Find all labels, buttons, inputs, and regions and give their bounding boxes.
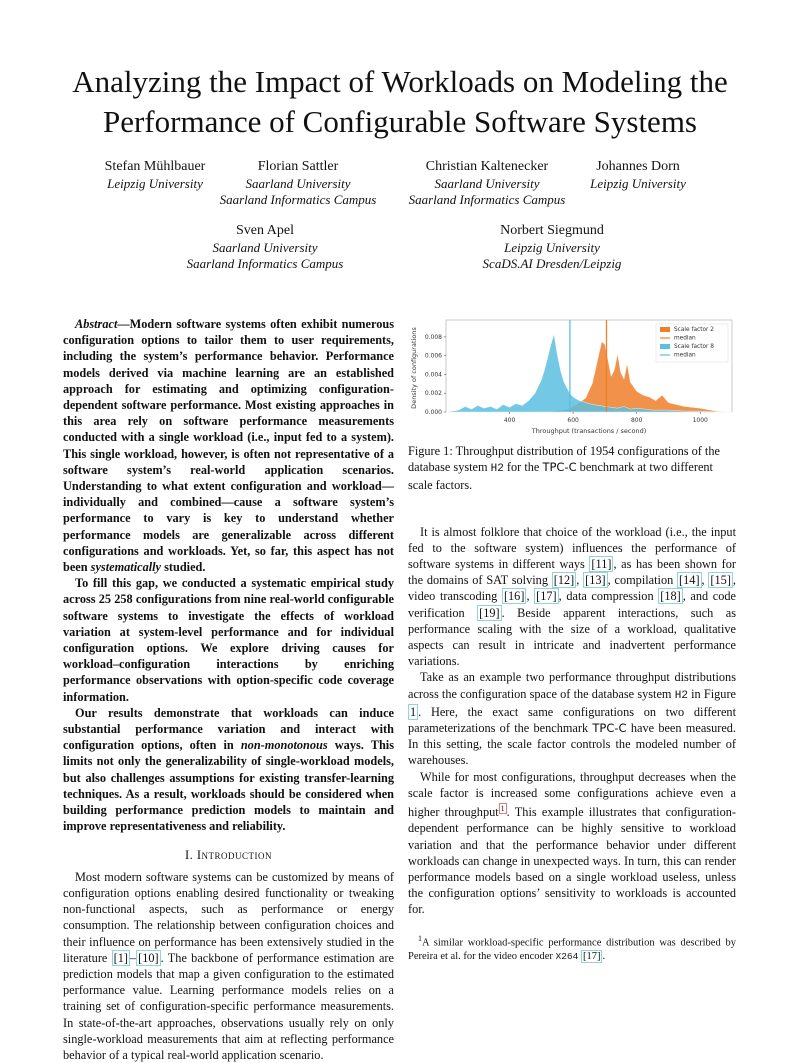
body-text: , data compression [558,589,659,604]
body-text: . Beside apparent interactions, such as performance scaling with the size of a workload, qualitative aspects can result in intricate and inadvertent performance variations. [408,605,737,669]
legend-label: Scale factor 8 [674,344,714,350]
body-text: . Here, the exact same configurations on two different parameterizations of the benchmark [408,704,736,736]
footnote-link[interactable]: 1 [500,804,505,814]
body-text: , [576,573,584,588]
abstract-paragraph [63,316,394,575]
y-tick-label: 0.004 [424,371,442,379]
citation-link[interactable]: [17] [536,589,557,604]
abstract [63,316,394,835]
citation-link[interactable]: [15] [710,573,731,588]
abstract-paragraph: To fill this gap, we conducted a systematic empirical study across 25 258 configurations from nine real-world configurable software systems to investigate the effects of workload variation at system-level performance and for individual configuration options. We explore driving causes for workload–configuration interactions by enriching performance observations with option-specific code coverage information. [63,576,394,704]
citation-link[interactable]: [12] [553,573,575,588]
author-block [462,222,642,272]
author-name: Norbert Siegmund [500,223,604,238]
footnote-number: 1 [418,933,422,943]
citation-link[interactable]: [11] [591,557,612,572]
citation-link[interactable]: [10] [138,950,159,965]
x-tick-label: 400 [503,417,516,424]
benchmark-name: TPC-C [592,721,627,736]
x-axis-label: Throughput (transactions / second) [531,427,647,435]
abstract-text: ways. This limits not only the generalizability of single-workload models, but also challenges assumptions for existing transfer-learning techniques. As a result, workloads should be considered when building performance prediction models to maintain and improve representativeness and reliability. [63,738,394,834]
author-affiliation: Saarland University [434,176,540,191]
citation-link[interactable]: [1] [113,950,128,965]
caption-text: for the [503,460,543,475]
figure-link[interactable]: 1 [410,704,417,719]
body-text: , [701,573,709,588]
y-axis-label: Density of configurations [410,327,418,409]
section-title: Introduction [196,847,273,862]
abstract-text: Our results demonstrate that workloads can induce substantial performance variation and interact with configuration options, often in [63,705,394,753]
section-heading [63,847,394,863]
body-text: While for most configurations, throughput decreases when the scale factor is increased some configurations achieve even a higher throughput [408,769,736,820]
caption-text: Figure 1: Throughput distribution of 1954 configurations of the database system [408,444,720,475]
x-tick-label: 800 [630,417,643,424]
author-name: Sven Apel [236,223,294,238]
body-text: , [526,589,535,604]
author-affiliation: Leipzig University [107,176,203,191]
citation-link[interactable]: [19] [479,605,500,620]
author-name: Florian Sattler [257,159,339,174]
paper-title: Analyzing the Impact of Workloads on Modeling the Performance of Configurable Software Systems [72,64,728,139]
intro-paragraph [63,869,394,1063]
y-tick-label: 0.006 [424,352,442,360]
author-affiliation: Saarland Informatics Campus [408,192,566,207]
author-affiliation: Leipzig University [590,176,686,191]
author-block [170,222,360,272]
right-column [408,443,736,963]
y-tick-label: 0.000 [424,409,442,416]
footnote [408,932,736,964]
author-affiliation: Leipzig University [504,240,600,255]
throughput-density-chart [408,312,738,437]
left-column [63,316,394,1063]
body-text: – [130,950,137,965]
system-name: H2 [674,689,688,702]
abstract-text: studied. [161,560,206,575]
body-text: . This example illustrates that configuration-dependent performance can be highly sensitive to workload variation and that the performance behavior under different workloads can change in unexpected ways. In turn, this can render performance models based on a single workload useless, unless the configuration options’ sensitivity to workloads is accounted for. [408,805,736,917]
citation-link[interactable]: [18] [660,589,681,604]
y-tick-label: 0.002 [424,390,442,398]
body-text: , as has been shown for the domains of SAT solving [408,557,736,588]
x-tick-label: 600 [567,417,579,424]
author-block [578,158,698,192]
body-text: It is almost folklore that choice of the workload (i.e., the input fed to the software system) influences the performance of software systems in different ways [408,524,736,572]
body-text: in Figure [687,686,737,701]
citation-link[interactable]: [13] [585,573,606,588]
citation-link[interactable]: [17] [582,950,601,962]
system-name: X264 [555,950,579,962]
body-text: , and code verification [408,589,736,620]
author-block [208,158,388,208]
body-text: Most modern software systems can be customized by means of configuration options enabling desired functionality or tweaking non-functional aspects, such as performance or energy consumption. The relationship between configuration choices and their influence on performance has been extensively studied in the literature [63,869,394,965]
legend-label: median [674,352,696,359]
author-affiliation: Saarland Informatics Campus [219,192,377,207]
legend-swatch [660,327,670,332]
footnote-text: . [602,950,606,962]
legend-label: median [674,335,696,342]
body-paragraph [408,524,736,670]
author-affiliation: Saarland University [212,240,318,255]
body-text: , compilation [607,573,678,588]
legend-swatch [660,344,670,349]
abstract-paragraph [63,705,394,835]
system-name: H2 [490,463,504,476]
author-affiliation: Saarland University [245,176,351,191]
figure-caption [408,443,736,494]
author-block [392,158,582,208]
author-affiliation: Saarland Informatics Campus [186,256,344,271]
citation-link[interactable]: [14] [679,573,700,588]
body-text: . The backbone of performance estimation are prediction models that map a given configuration to the estimated performance value. Learning performance models relies on a training set of configuration-specific performance measurements. In state-of-the-art approaches, observations usually rely on only single-workload measurements that aim at reflecting performance behavior of a typical real-world application scenario. [63,950,394,1062]
section-number: I. [184,847,197,862]
benchmark-name: TPC-C [542,460,577,475]
author-affiliation: ScaDS.AI Dresden/Leipzig [482,256,622,271]
abstract-text: —Modern software systems often exhibit numerous configuration options to tailor them to user requirements, including the system’s performance behavior. Performance models derived via machine learning are an established approach for estimating and optimizing configuration-dependent software performance. Most existing approaches in this area rely on software performance measurements conducted with a single workload (i.e., input fed to a system). This single workload, however, is often not representative of a software system’s real-world application scenarios. Understanding to what extent configuration and workload—individually and combined—cause a software system’s performance to vary is key to understand whether performance models are generalizable across different configurations and workloads. Yet, so far, this aspect has not been [63,317,394,575]
abstract-lead: Abstract [75,317,118,331]
body-text: have been measured. In this setting, the scale factor controls the modeled number of warehouses. [408,721,736,768]
y-tick-label: 0.008 [424,333,442,341]
body-text: , video transcoding [408,573,736,604]
citation-link[interactable]: [16] [503,589,525,604]
body-paragraph [408,769,736,918]
author-name: Johannes Dorn [596,159,680,174]
abstract-emphasis: non-monotonous [240,738,328,753]
body-paragraph [408,669,736,768]
body-text: Take as an example two performance throughput distributions across the configuration space of the database system [408,670,736,701]
caption-text: benchmark at two different scale factors. [408,460,713,493]
abstract-emphasis: systematically [90,560,162,575]
footnote-text: A similar workload-specific performance distribution was described by Pereira et al. for the video encoder [408,937,736,962]
author-name: Stefan Mühlbauer [104,159,206,174]
author-name: Christian Kaltenecker [425,159,549,174]
legend-label: Scale factor 2 [674,327,714,333]
x-tick-label: 1000 [692,417,708,424]
